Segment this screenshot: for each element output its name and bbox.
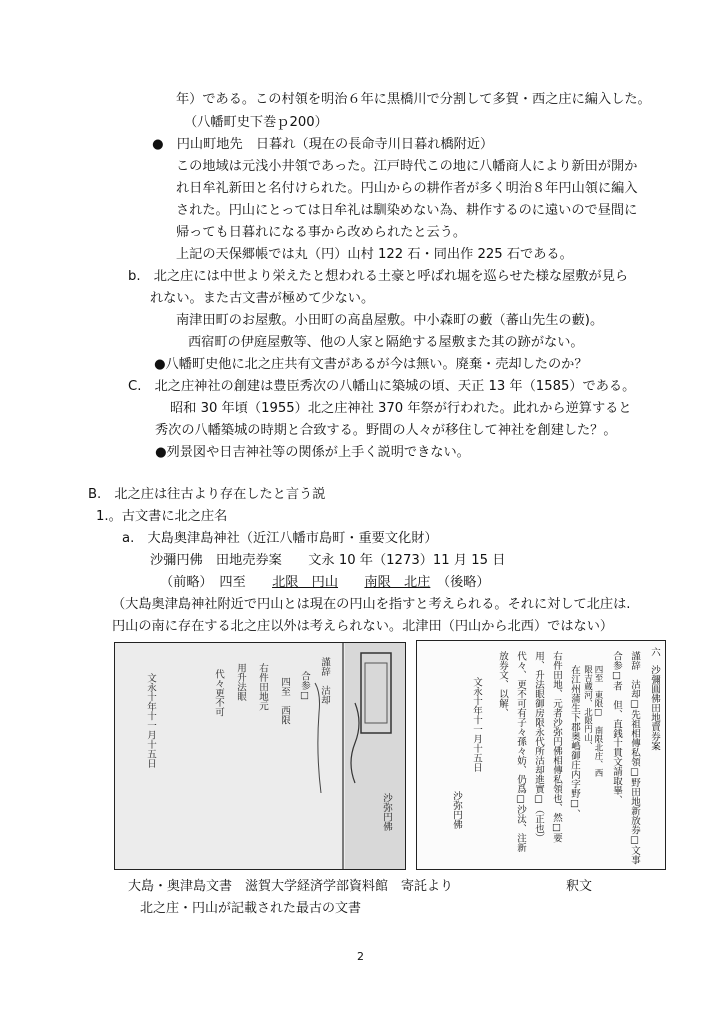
quote-south-limit: 南限 北庄: [364, 575, 431, 590]
image-caption-subtitle: 北之庄・円山が記載された最古の文書: [140, 901, 362, 916]
text-line: （大島奥津島神社附近で円山とは現在の円山を指すと考えられる。それに対して北庄は.: [112, 597, 631, 612]
transcription-column: 合参□者 但、直銭十貫文請取畢、: [611, 651, 622, 805]
transcription-column: 六: [649, 647, 660, 657]
image-caption-right: 釈文: [566, 879, 593, 894]
text-line: された。円山にとっては日牟礼は馴染めない為、耕作するのに遠いので昼間に: [176, 203, 638, 218]
text-line: 上記の天保郷帳では丸（円）山村 122 石・同出作 225 石である。: [176, 247, 573, 262]
quote-prefix: （前略） 四至: [160, 575, 273, 590]
text-line: （八幡町史下巻ｐ200）: [184, 115, 328, 130]
manuscript-column: 沙弥円佛: [381, 793, 392, 831]
quote-gap: [338, 575, 364, 590]
manuscript-photo: [114, 642, 406, 870]
text-line: C. 北之庄神社の創建は豊臣秀次の八幡山に築城の頃、天正 13 年（1585）である。: [128, 379, 636, 394]
text-line: 1.。古文書に北之庄名: [96, 509, 228, 524]
text-line: ●八幡町史他に北之庄共有文書があるが今は無い。廃棄・売却したのか？: [154, 357, 588, 372]
text-line: れ日牟礼新田と名付けられた。円山からの耕作者が多く明治８年円山領に編入: [176, 181, 638, 196]
manuscript-column: 合参□: [299, 671, 310, 701]
manuscript-column: 代々更不可: [213, 669, 224, 717]
text-line: 南津田町のお屋敷。小田町の高畠屋敷。中小森町の藪（蕃山先生の藪)。: [176, 313, 604, 328]
text-line: 秀次の八幡築城の時期と合致する。野間の人々が移住して神社を創建した？。: [155, 423, 617, 438]
quote-suffix: （後略）: [430, 575, 490, 590]
page-number: 2: [357, 950, 364, 963]
text-line: ●列景図や日吉神社等の関係が上手く説明できない。: [155, 445, 470, 460]
text-line: れない。また古文書が極めて少ない。: [150, 291, 375, 306]
transcription-column: 右件田地、元者沙弥円佛相傳私領也、然□要: [551, 651, 562, 843]
quote-north-limit: 北限 円山: [272, 575, 339, 590]
transcription-column: 在江州蒲生下郡奥嶋御庄内字野□、: [569, 665, 580, 819]
quote-line: [160, 574, 490, 592]
text-line: 昭和 30 年頃（1955）北之庄神社 370 年祭が行われた。此れから逆算すると: [170, 401, 632, 416]
transcription-column: 代々、更不可有子々孫々妨、仍爲□沙汰、注新: [515, 651, 526, 852]
transcription-column: 文永十年十一月十五日: [471, 677, 482, 772]
text-line: b. 北之庄には中世より栄えたと想われる土豪と呼ばれ堀を巡らせた様な屋敷が見ら: [128, 269, 629, 284]
text-line: 年）である。この村領を明治６年に黒橋川で分割して多賀・西之庄に編入した。: [176, 92, 651, 107]
transcription-column: 四至 東限□ 南限北庄、西限吉蔵河、北限円山、: [582, 665, 603, 777]
transcription-column: 沙彌圓佛田地賣券案: [649, 665, 660, 751]
transcription-column: 用、升法眼御房限永代所沽却進實□（正也）: [533, 651, 544, 843]
text-line: ● 円山町地先 日暮れ（現在の長命寺川日暮れ橋附近）: [152, 137, 494, 152]
text-line: 円山の南に存在する北之庄以外は考えられない。北津田（円山から北西）ではない）: [112, 619, 614, 634]
transcription-column: 沙弥円佛: [451, 791, 462, 829]
section-heading: B. 北之庄は往古より存在したと言う説: [88, 487, 326, 502]
text-line: 沙彌円佛 田地売券案 文永 10 年（1273）11 月 15 日: [150, 553, 506, 568]
text-line: この地域は元浅小井領であった。江戸時代この地に八幡商人により新田が開か: [176, 159, 638, 174]
image-caption-left: 大島・奥津島文書 滋賀大学経済学部資料館 寄託より: [128, 879, 454, 894]
text-line: a. 大島奥津島神社（近江八幡市島町・重要文化財）: [122, 531, 438, 546]
transcription-column: 放券文、以解、: [497, 651, 508, 718]
manuscript-column: 用升法眼: [235, 663, 246, 701]
manuscript-column: 右件田地元: [257, 663, 268, 711]
text-line: 帰っても日暮れになる事から改められたと云う。: [176, 225, 467, 240]
manuscript-column: 文永十年十一月十五日: [145, 673, 156, 768]
transcription-scan: [416, 640, 666, 870]
manuscript-column: 四至 西限: [279, 677, 290, 725]
text-line: 西宿町の伊庭屋敷等、他の人家と隔絶する屋敷また其の跡がない。: [188, 335, 584, 350]
transcription-column: 謹辞 沽却□先祖相傳私領□野田地新放券□文事: [629, 651, 640, 865]
manuscript-column: 謹辞 沽却: [319, 657, 330, 705]
